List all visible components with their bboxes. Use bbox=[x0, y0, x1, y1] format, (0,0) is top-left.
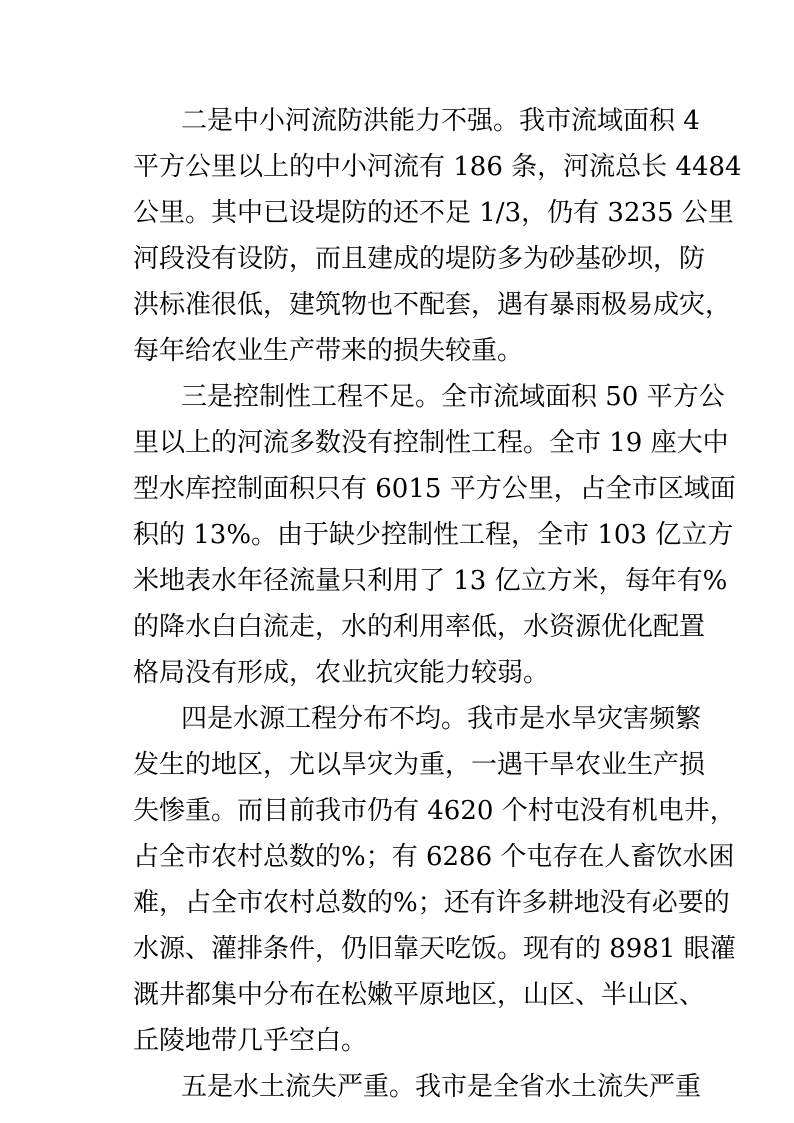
paragraph-line: 河段没有设防，而且建成的堤防多为砂基砂坝，防 bbox=[133, 244, 706, 274]
paragraph-line: 二是中小河流防洪能力不强。我市流域面积 4 bbox=[181, 106, 700, 136]
paragraph-line: 洪标准很低，建筑物也不配套，遇有暴雨极易成灾， bbox=[133, 290, 732, 320]
paragraph-line: 发生的地区，尤以旱灾为重，一遇干旱农业生产损 bbox=[133, 750, 706, 780]
paragraph-line: 四是水源工程分布不均。我市是水旱灾害频繁 bbox=[181, 704, 702, 734]
paragraph-line: 难，占全市农村总数的%；还有许多耕地没有必要的 bbox=[133, 888, 730, 918]
paragraph-line: 积的 13%。由于缺少控制性工程，全市 103 亿立方 bbox=[133, 520, 734, 550]
document-body bbox=[133, 98, 742, 1110]
paragraph-line: 公里。其中已设堤防的还不足 1/3，仍有 3235 公里 bbox=[133, 198, 734, 228]
paragraph-line: 米地表水年径流量只利用了 13 亿立方米，每年有% bbox=[133, 566, 728, 596]
paragraph-line: 五是水土流失严重。我市是全省水土流失严重 bbox=[181, 1072, 702, 1102]
paragraph-line: 每年给农业生产带来的损失较重。 bbox=[133, 336, 524, 366]
paragraph-line: 三是控制性工程不足。全市流域面积 50 平方公 bbox=[181, 382, 725, 412]
paragraph-line: 溉井都集中分布在松嫩平原地区，山区、半山区、 bbox=[133, 980, 706, 1010]
paragraph-line: 失惨重。而目前我市仍有 4620 个村屯没有机电井， bbox=[133, 796, 736, 826]
paragraph-line: 的降水白白流走，水的利用率低，水资源优化配置 bbox=[133, 612, 706, 642]
paragraph-line: 占全市农村总数的%；有 6286 个屯存在人畜饮水困 bbox=[133, 842, 735, 872]
paragraph-line: 型水库控制面积只有 6015 平方公里，占全市区域面 bbox=[133, 474, 736, 504]
paragraph-line: 格局没有形成，农业抗灾能力较弱。 bbox=[133, 658, 550, 688]
paragraph-line: 里以上的河流多数没有控制性工程。全市 19 座大中 bbox=[133, 428, 729, 458]
paragraph-line: 水源、灌排条件，仍旧靠天吃饭。现有的 8981 眼灌 bbox=[133, 934, 736, 964]
paragraph-line: 丘陵地带几乎空白。 bbox=[133, 1026, 368, 1056]
paragraph-line: 平方公里以上的中小河流有 186 条，河流总长 4484 bbox=[133, 152, 742, 182]
